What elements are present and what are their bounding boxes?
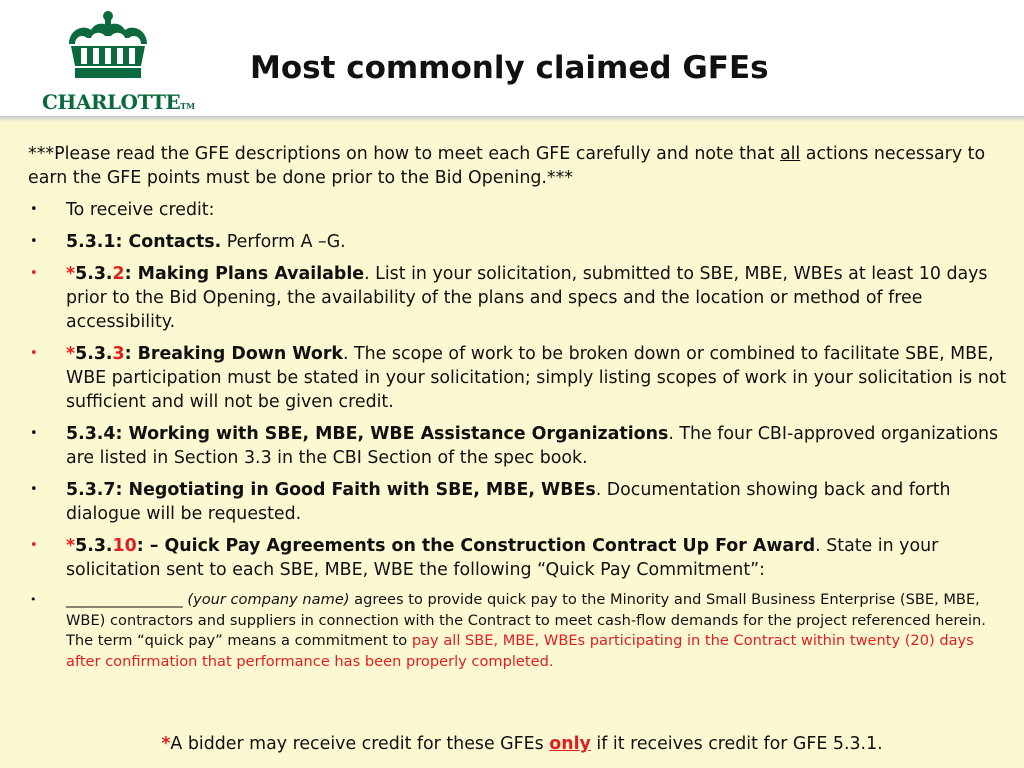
footer-note: *A bidder may receive credit for these GFEs only if it receives credit for GFE 5.3.1.: [161, 734, 883, 754]
bullet: •: [30, 426, 38, 441]
page-title: Most commonly claimed GFEs: [250, 50, 769, 86]
crown-icon: [65, 10, 151, 80]
slide-body: [28, 142, 1008, 680]
bullet: •: [30, 234, 38, 249]
list-item: • *5.3.3: Breaking Down Work. The scope of work to be broken down or combined to facilitate SBE, MBE, WBE participation must be stated in your solicitation; simply listing scopes of work in your solicitation is not sufficient and will not be given credit.: [30, 344, 1007, 412]
list-item: • 5.3.1: Contacts. Perform A –G.: [30, 232, 346, 252]
bullet: •: [30, 593, 37, 606]
slide-header: [0, 0, 1024, 116]
intro-paragraph: ***Please read the GFE descriptions on how to meet each GFE carefully and note that all actions necessary to earn the GFE points must be done prior to the Bid Opening.***: [28, 144, 986, 188]
header-divider: [0, 116, 1024, 122]
list-item: • ________________ (your company name) agrees to provide quick pay to the Minority and Small Business Enterprise (SBE, MBE, WBE) contractors and suppliers in connection with the Contract to meet cash-flow demands for the project referenced herein. The term “quick pay” means a commitment to pay all SBE, MBE, WBEs participating in the Contract within twenty (20) days after confirmation that performance has been properly completed.: [30, 591, 986, 670]
bullet: •: [30, 538, 38, 553]
list-item: • *5.3.10: – Quick Pay Agreements on the Construction Contract Up For Award. State in your solicitation sent to each SBE, MBE, WBE the following “Quick Pay Commitment”:: [30, 536, 939, 580]
list-item: • *5.3.2: Making Plans Available. List in your solicitation, submitted to SBE, MBE, WBEs at least 10 days prior to the Bid Opening, the availability of the plans and specs and the location or method of free accessibility.: [30, 264, 988, 332]
list-item: • 5.3.7: Negotiating in Good Faith with SBE, MBE, WBEs. Documentation showing back and forth dialogue will be requested.: [30, 480, 951, 524]
bullet: •: [30, 266, 38, 281]
logo-wordmark: CHARLOTTETM: [42, 90, 196, 114]
bullet: •: [30, 346, 38, 361]
charlotte-logo: [42, 10, 196, 114]
list-item: • 5.3.4: Working with SBE, MBE, WBE Assistance Organizations. The four CBI-approved organizations are listed in Section 3.3 in the CBI Section of the spec book.: [30, 424, 999, 468]
gfe-list: [28, 198, 1008, 672]
bullet: •: [30, 482, 38, 497]
bullet: •: [30, 202, 38, 217]
list-item: • To receive credit:: [30, 200, 215, 220]
